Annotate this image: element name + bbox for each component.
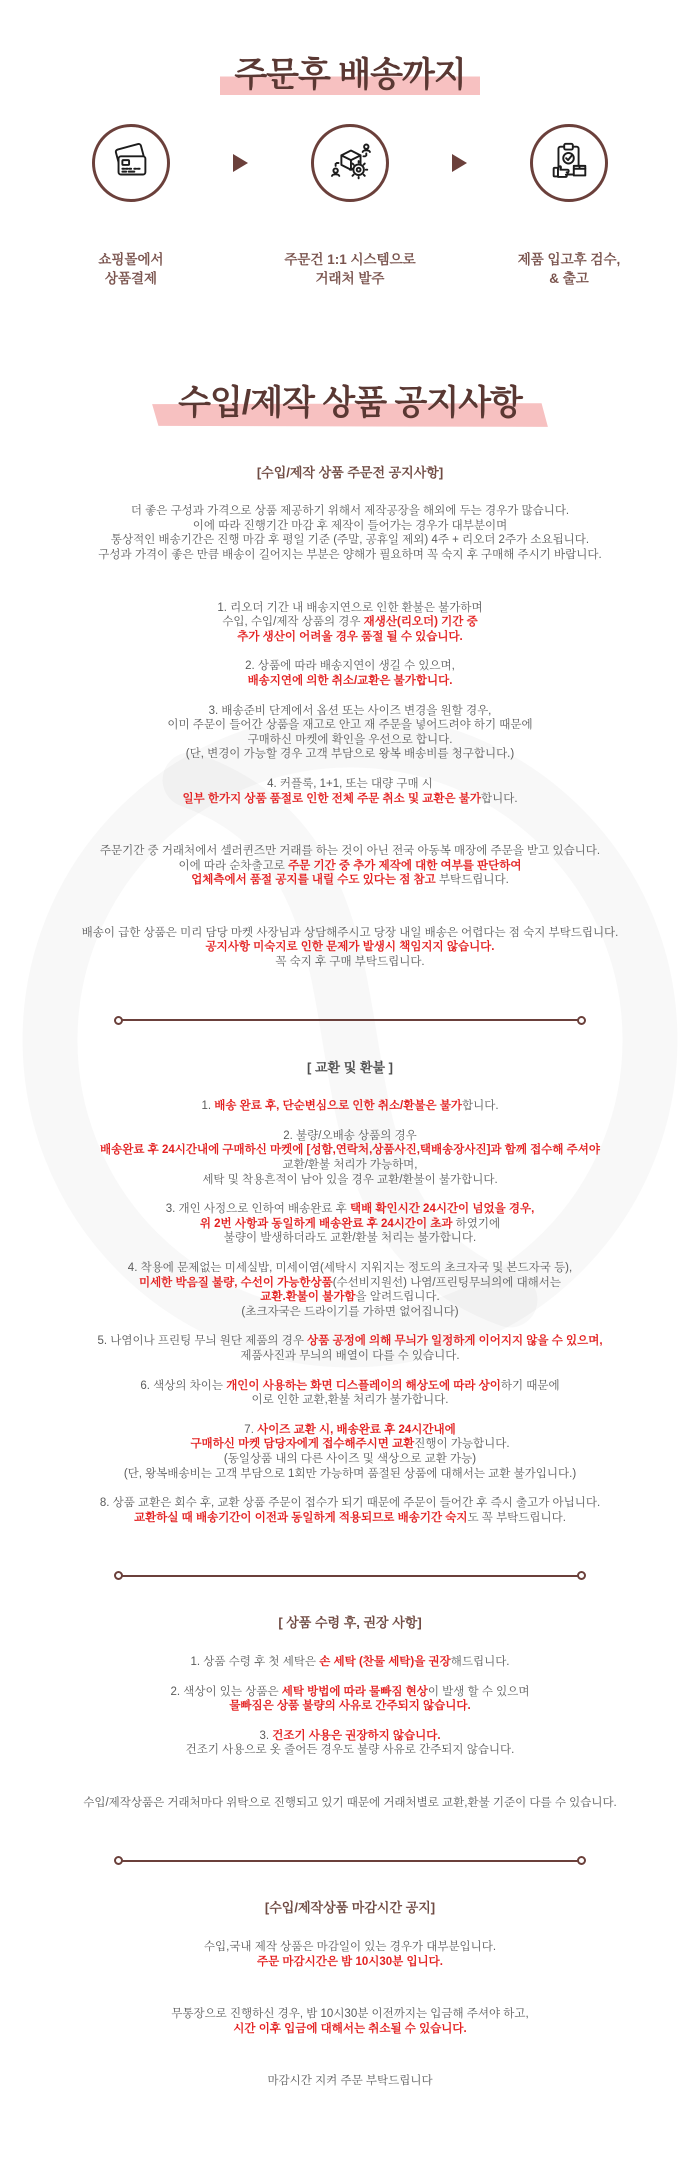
- body-text: (초크자국은 드라이기를 가하면 없어집니다): [241, 1305, 459, 1318]
- text-line: [20, 1511, 680, 1526]
- text-line: [20, 1796, 680, 1811]
- section-heading: [ 상품 수령 후, 권장 사항]: [278, 1615, 422, 1631]
- body-text: 2. 불량/오배송 상품의 경우: [283, 1129, 417, 1142]
- text-line: [20, 1099, 680, 1114]
- text-line: [20, 674, 680, 689]
- body-text: 진행이 가능합니다.: [414, 1438, 510, 1451]
- text-block: [20, 2074, 680, 2089]
- body-text: 2. 상품에 따라 배송지연이 생길 수 있으며,: [245, 660, 455, 673]
- text-line: [20, 718, 680, 733]
- order-system-icon: [311, 124, 389, 202]
- divider-endpoint-dot: [577, 1856, 586, 1865]
- body-text: 6. 색상의 차이는: [140, 1379, 227, 1392]
- emphasis-red-text: 세탁 방법에 따라 물빠짐 현상: [281, 1685, 428, 1698]
- text-line: [20, 1940, 680, 1955]
- body-text: 제품사진과 무늬의 배열이 다를 수 있습니다.: [240, 1349, 460, 1362]
- body-text: 합니다.: [481, 792, 518, 805]
- text-line: [20, 1423, 680, 1438]
- notice-body: [20, 466, 680, 2089]
- emphasis-red-text: 택배 확인시간 24시간이 넘었을 경우,: [350, 1203, 535, 1216]
- body-text: 4. 커플룩, 1+1, 또는 대량 구매 시: [267, 777, 433, 790]
- arrow-right-icon: [452, 154, 467, 172]
- notice-section-after-receipt: [20, 1616, 680, 1810]
- body-text: 구매하신 마켓에 확인을 우선으로 합니다.: [247, 733, 453, 746]
- body-text: 이에 따라 순차출고로: [178, 859, 289, 872]
- body-text: 마감시간 지켜 주문 부탁드립니다: [267, 2075, 433, 2088]
- inspection-icon: [530, 124, 608, 202]
- emphasis-red-text: 사이즈 교환 시, 배송완료 후 24시간내에: [257, 1423, 456, 1436]
- text-line: [20, 1699, 680, 1714]
- body-text: 교환/환불 처리가 가능하며,: [282, 1159, 418, 1172]
- text-line: [20, 548, 680, 563]
- emphasis-red-text: 배송완료 후 24시간내에 구매하신 마켓에 [성함,연락처,상품사진,택배송장사진]과 함께 접수해 주셔야: [100, 1144, 600, 1157]
- credit-card-icon: [92, 124, 170, 202]
- step-label-line: 쇼핑몰에서: [98, 251, 164, 267]
- body-text: 2. 색상이 있는 상품은: [170, 1685, 282, 1698]
- notice-section-exchange-refund: [20, 1061, 680, 1526]
- emphasis-red-text: 물빠짐은 상품 불량의 사유로 간주되지 않습니다.: [229, 1700, 471, 1713]
- text-line: [20, 1217, 680, 1232]
- body-text: 건조기 사용으로 옷 줄어든 경우도 불량 사유로 간주되지 않습니다.: [185, 1744, 515, 1757]
- text-line: [20, 926, 680, 941]
- text-block: [20, 1334, 680, 1363]
- text-block: [20, 1729, 680, 1758]
- text-block: [20, 659, 680, 688]
- body-text: 3. 배송준비 단계에서 옵션 또는 사이즈 변경을 원할 경우,: [208, 704, 492, 717]
- body-text: (단, 왕복배송비는 고객 부담으로 1회만 가능하며 품절된 상품에 대해서는 교환 불가입니다.): [123, 1467, 577, 1480]
- body-text: 배송이 급한 상품은 미리 담당 마켓 사장님과 상담해주시고 당장 내일 배송은 어렵다는 점 숙지 부탁드립니다.: [81, 926, 619, 939]
- text-line: [20, 1173, 680, 1188]
- text-block: [20, 1261, 680, 1319]
- emphasis-red-text: 업체측에서 품절 공지를 내릴 수도 있다는 점 참고: [191, 874, 436, 887]
- text-line: [20, 630, 680, 645]
- title-tape-highlight: 수입/제작 상품 공지사항: [172, 383, 528, 424]
- body-text: 더 좋은 구성과 가격으로 상품 제공하기 위해서 제작공장을 해외에 두는 경우가 많습니다.: [130, 505, 570, 518]
- text-line: [20, 1129, 680, 1144]
- text-block: [20, 1202, 680, 1246]
- body-text: 이 발생 할 수 있으며: [427, 1685, 530, 1698]
- text-block: [20, 704, 680, 762]
- emphasis-red-text: 일부 한가지 상품 품절로 인한 전체 주문 취소 및 교환은 불가: [182, 792, 482, 805]
- emphasis-red-text: 추가 생산이 어려울 경우 품절 될 수 있습니다.: [237, 630, 463, 643]
- body-text: 세탁 및 착용흔적이 남아 있을 경우 교환/환불이 불가합니다.: [202, 1173, 498, 1186]
- body-text: 5. 나염이나 프린팅 무늬 원단 제품의 경우: [97, 1335, 308, 1348]
- text-line: [20, 955, 680, 970]
- body-text: 수입, 수입/제작 상품의 경우: [222, 616, 364, 629]
- body-text: (수선비지원선) 나염/프린팅무늬의에 대해서는: [332, 1276, 562, 1289]
- emphasis-red-text: 공지사항 미숙지로 인한 문제가 발생시 책임지지 않습니다.: [205, 941, 495, 954]
- emphasis-red-text: 재생산(리오더) 기간 중: [363, 616, 478, 629]
- body-text: (단, 변경이 가능할 경우 고객 부담으로 왕복 배송비를 청구합니다.): [185, 748, 515, 761]
- text-line: [20, 940, 680, 955]
- text-line: [20, 873, 680, 888]
- divider-line: [122, 1575, 578, 1577]
- text-line: [20, 777, 680, 792]
- text-line: [20, 733, 680, 748]
- text-block: [20, 1496, 680, 1525]
- text-block: [20, 777, 680, 806]
- emphasis-red-text: 교환하실 때 배송기간이 이전과 동일하게 적용되므로 배송기간 숙지: [134, 1511, 468, 1524]
- emphasis-red-text: 배송지연에 의한 취소/교환은 불가합니다.: [247, 674, 453, 687]
- text-line: [20, 1231, 680, 1246]
- body-text: 통상적인 배송기간은 진행 마감 후 평일 기준 (주말, 공휴일 제외) 4주 + 리오더 2주가 소요됩니다.: [110, 534, 590, 547]
- step-label-line: & 출고: [549, 270, 589, 286]
- body-text: 하기 때문에: [500, 1379, 560, 1392]
- step-label-line: 상품결제: [104, 270, 158, 286]
- emphasis-red-text: 개인이 사용하는 화면 디스플레이의 해상도에 따라 상이: [226, 1379, 501, 1392]
- text-block: [20, 1940, 680, 1969]
- body-text: 3.: [259, 1729, 273, 1742]
- body-text: 4. 착용에 문제없는 미세실밥, 미세이염(세탁시 지워지는 정도의 초크자국 및 본드자국 등),: [127, 1262, 573, 1274]
- process-steps: [0, 124, 700, 288]
- step-payment: [38, 124, 224, 288]
- body-text: 무통장으로 진행하신 경우, 밤 10시30분 이전까지는 입금해 주셔야 하고,: [171, 2008, 529, 2021]
- text-line: [20, 1261, 680, 1276]
- text-line: [20, 859, 680, 874]
- notice-title: [0, 383, 700, 424]
- text-line: [20, 1729, 680, 1744]
- text-line: [20, 1685, 680, 1700]
- text-line: [20, 1158, 680, 1173]
- text-block: [20, 1423, 680, 1481]
- step-label-line: 제품 입고후 검수,: [517, 251, 621, 267]
- section-divider: [114, 1856, 586, 1865]
- text-line: [20, 1393, 680, 1408]
- emphasis-red-text: 시간 이후 입금에 대해서는 취소될 수 있습니다.: [233, 2022, 467, 2035]
- text-line: [20, 844, 680, 859]
- section-divider: [114, 1016, 586, 1025]
- text-block: [20, 1099, 680, 1114]
- arrow-right-icon: [233, 154, 248, 172]
- emphasis-red-text: 구매하신 마켓 담당자에게 접수해주시면 교환: [190, 1438, 415, 1451]
- section-heading: [ 교환 및 환불 ]: [307, 1059, 393, 1075]
- text-line: [20, 2007, 680, 2022]
- body-text: 부탁드립니다.: [435, 874, 509, 887]
- text-line: [20, 504, 680, 519]
- divider-endpoint-dot: [577, 1571, 586, 1580]
- section-divider: [114, 1571, 586, 1580]
- step-label-line: 거래처 발주: [315, 270, 385, 286]
- body-text: 8. 상품 교환은 회수 후, 교환 상품 주문이 접수가 되기 때문에 주문이 들어간 후 즉시 출고가 아닙니다.: [99, 1497, 601, 1510]
- body-text: 하였기에: [452, 1217, 501, 1230]
- text-line: [20, 704, 680, 719]
- emphasis-red-text: 배송 완료 후, 단순변심으로 인한 취소/환불은 불가: [214, 1100, 462, 1113]
- text-block: [20, 1796, 680, 1811]
- text-line: [20, 1305, 680, 1320]
- body-text: 수입/제작상품은 거래처마다 위탁으로 진행되고 있기 때문에 거래처별로 교환,환불 기준이 다를 수 있습니다.: [83, 1796, 617, 1809]
- body-text: 도 꼭 부탁드립니다.: [467, 1511, 566, 1524]
- emphasis-red-text: 교환.환불이 불가함: [260, 1291, 356, 1304]
- text-line: [20, 792, 680, 807]
- text-line: [20, 1655, 680, 1670]
- text-line: [20, 1452, 680, 1467]
- text-line: [20, 601, 680, 616]
- body-text: 1. 리오더 기간 내 배송지연으로 인한 환불은 불가하며: [217, 601, 483, 614]
- body-text: 합니다.: [462, 1100, 499, 1113]
- emphasis-red-text: 손 세탁 (찬물 세탁)을 권장: [319, 1655, 451, 1668]
- text-block: [20, 844, 680, 888]
- text-block: [20, 504, 680, 562]
- notice-section-deadline: [20, 1901, 680, 2089]
- body-text: 불량이 발생하더라도 교환/환불 처리는 불가합니다.: [223, 1232, 477, 1245]
- text-line: [20, 1276, 680, 1291]
- order-to-delivery-title: [0, 55, 700, 96]
- body-text: 해드립니다.: [450, 1655, 510, 1668]
- emphasis-red-text: 미세한 박음질 불량, 수선이 가능한상품: [138, 1276, 333, 1289]
- step-label: [476, 250, 662, 288]
- text-block: [20, 1685, 680, 1714]
- text-line: [20, 1743, 680, 1758]
- text-line: [20, 1379, 680, 1394]
- text-line: [20, 1143, 680, 1158]
- body-text: 3. 개인 사정으로 인하여 배송완료 후: [165, 1203, 350, 1216]
- text-block: [20, 926, 680, 970]
- emphasis-red-text: 건조기 사용은 권장하지 않습니다.: [272, 1729, 441, 1742]
- divider-line: [122, 1860, 578, 1862]
- body-text: 구성과 가격이 좋은 만큼 배송이 길어지는 부분은 양해가 필요하며 꼭 숙지 후 구매해 주시기 바랍니다.: [98, 548, 602, 561]
- divider-endpoint-dot: [577, 1016, 586, 1025]
- step-label: [257, 250, 443, 288]
- body-text: 1.: [201, 1100, 215, 1113]
- body-text: 1. 상품 수령 후 첫 세탁은: [190, 1655, 320, 1668]
- text-line: [20, 1467, 680, 1482]
- section-heading: [수입/제작상품 마감시간 공지]: [264, 1900, 436, 1916]
- text-line: [20, 1955, 680, 1970]
- emphasis-red-text: 상품 공정에 의해 무늬가 일정하게 이어지지 않을 수 있으며,: [307, 1335, 603, 1348]
- text-line: [20, 2022, 680, 2037]
- title-highlight: 주문후 배송까지: [220, 55, 479, 96]
- step-label-line: 주문건 1:1 시스템으로: [284, 251, 416, 267]
- text-line: [20, 2074, 680, 2089]
- emphasis-red-text: 주문 기간 중 추가 제작에 대한 여부를 판단하여: [288, 859, 522, 872]
- text-line: [20, 1334, 680, 1349]
- step-order-system: [257, 124, 443, 288]
- body-text: 수입,국내 제작 상품은 마감일이 있는 경우가 대부분입니다.: [203, 1941, 497, 1954]
- section-heading: [수입/제작 상품 주문전 공지사항]: [256, 464, 444, 480]
- body-text: 주문기간 중 거래처에서 셀러퀸즈만 거래를 하는 것이 아닌 전국 아동복 매장에 주문을 받고 있습니다.: [99, 845, 601, 858]
- text-block: [20, 601, 680, 645]
- text-line: [20, 1290, 680, 1305]
- body-text: (동일상품 내의 다른 사이즈 및 색상으로 교환 가능): [223, 1452, 477, 1465]
- text-line: [20, 533, 680, 548]
- body-text: 이미 주문이 들어간 상품을 재고로 안고 재 주문을 넣어드려야 하기 때문에: [167, 719, 533, 732]
- body-text: 이에 따라 진행기간 마감 후 제작이 들어가는 경우가 대부분이며: [192, 519, 508, 532]
- text-block: [20, 1379, 680, 1408]
- text-line: [20, 747, 680, 762]
- text-line: [20, 519, 680, 534]
- text-line: [20, 615, 680, 630]
- step-inspection: [476, 124, 662, 288]
- body-text: 이로 인한 교환,환불 처리가 불가합니다.: [251, 1394, 449, 1407]
- divider-line: [122, 1019, 578, 1021]
- text-line: [20, 659, 680, 674]
- body-text: 7.: [244, 1423, 258, 1436]
- notice-section-pre-order: [20, 466, 680, 970]
- body-text: 을 알려드립니다.: [355, 1291, 440, 1304]
- body-text: 꼭 숙지 후 구매 부탁드립니다.: [275, 956, 425, 969]
- text-block: [20, 1655, 680, 1670]
- text-line: [20, 1349, 680, 1364]
- text-block: [20, 2007, 680, 2036]
- emphasis-red-text: 위 2번 사항과 동일하게 배송완료 후 24시간이 초과: [199, 1217, 453, 1230]
- text-line: [20, 1437, 680, 1452]
- emphasis-red-text: 주문 마감시간은 밤 10시30분 입니다.: [257, 1955, 443, 1968]
- step-label: [38, 250, 224, 288]
- text-line: [20, 1202, 680, 1217]
- text-block: [20, 1129, 680, 1187]
- text-line: [20, 1496, 680, 1511]
